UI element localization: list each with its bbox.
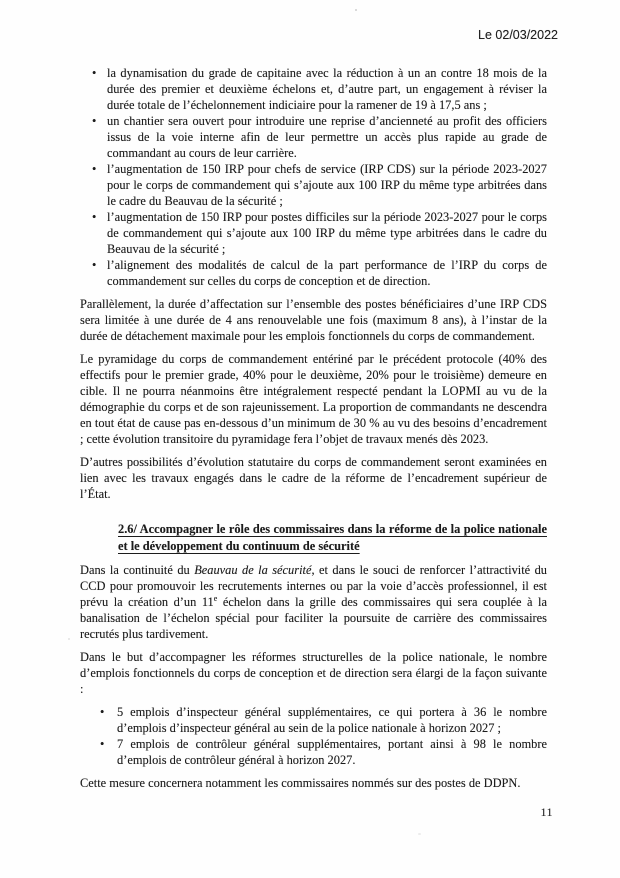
- paragraph-continuite-text: échelon dans la grille des commissaires qui sera couplée à la banalisation de l’échelon spécial pour faciliter la poursuite de carrière des commissaires recrutés plus tardivement.: [80, 595, 547, 641]
- paragraph-pyramidage: Le pyramidage du corps de commandement entériné par le précédent protocole (40% des effectifs pour le premier grade, 40% pour le deuxième, 20% pour le troisième) demeure en cible. Il ne pourra néanmoins être intégralement respecté pendant la LOPMI au vu de la démographie du corps et de son rajeunissement. La proportion de commandants ne descendra en tout état de cause pas en-dessous d’un minimum de 30 % au vu des besoins d’encadrement ; cette évolution transitoire du pyramidage fera l’objet de travaux menés dès 2023.: [80, 352, 547, 446]
- bullet-list-emplois: [80, 704, 547, 768]
- paragraph-autres-possibilites: D’autres possibilités d’évolution statutaire du corps de commandement seront examinées en lien avec les travaux engagés dans le cadre de la réforme de l’encadrement supérieur de l’État.: [80, 455, 547, 501]
- bullet-list-top: [80, 65, 547, 289]
- scan-speck: [418, 833, 421, 835]
- bullet-item-irp-postes-difficiles: • l’augmentation de 150 IRP pour postes difficiles sur la période 2023-2027 pour le corps de commandement qui s’ajoute aux 100 IRP du même type arbitrées dans le cadre du Beauvau de la sécurité ;: [80, 209, 547, 257]
- bullet-item-controleur-general: • 7 emplois de contrôleur général supplémentaires, portant ainsi à 98 le nombre d’emplois de contrôleur général à horizon 2027.: [80, 736, 547, 768]
- page-number: 11: [540, 805, 553, 819]
- document-body: [80, 0, 558, 798]
- paragraph-parallelement: Parallèlement, la durée d’affectation sur l’ensemble des postes bénéficiaires d’une IRP CDS sera limitée à une durée de 4 ans renouvelable une fois (maximum 8 ans), à l’instar de la durée de détachement maximale pour les emplois fonctionnels du corps de commandement.: [80, 297, 547, 343]
- document-date: Le 02/03/2022: [478, 28, 558, 42]
- scan-speck: [68, 638, 70, 640]
- paragraph-continuite: [80, 562, 547, 642]
- bullet-item-inspecteur-general: • 5 emplois d’inspecteur général supplémentaires, ce qui portera à 36 le nombre d’emplois d’inspecteur général au sein de la police nationale à horizon 2027 ;: [80, 704, 547, 736]
- bullet-item-chantier: • un chantier sera ouvert pour introduire une reprise d’ancienneté au profit des officiers issus de la voie interne afin de leur permettre un accès plus rapide au grade de commandant au cours de leur carrière.: [80, 113, 547, 161]
- paragraph-continuite-text: , et dans le souci de renforcer l’attractivité du CCD pour promouvoir les recrutements internes ou par la voie d’accès professionnel, il est prévu la création d’un 11: [80, 563, 547, 609]
- bullet-item-irp-cds: • l’augmentation de 150 IRP pour chefs de service (IRP CDS) sur la période 2023-2027 pour le corps de commandement qui s’ajoute aux 100 IRP du même type arbitrées dans le cadre du Beauvau de la sécurité ;: [80, 161, 547, 209]
- section-heading-2-6: 2.6/ Accompagner le rôle des commissaires dans la réforme de la police nationale et le développement du continuum de sécurité: [118, 522, 547, 553]
- paragraph-mesure: Cette mesure concernera notamment les commissaires nommés sur des postes de DDPN.: [80, 776, 521, 790]
- bullet-item-dynamisation: • la dynamisation du grade de capitaine avec la réduction à un an contre 18 mois de la durée des premier et deuxième échelons et, d’autre part, un engagement à réviser la durée totale de l’échelonnement indiciaire pour la ramener de 19 à 17,5 ans ;: [80, 65, 547, 113]
- paragraph-continuite-italic: Beauvau de la sécurité: [194, 563, 312, 577]
- bullet-item-alignement: • l’alignement des modalités de calcul de la part performance de l’IRP du corps de commandement sur celles du corps de conception et de direction.: [80, 257, 547, 289]
- paragraph-but: Dans le but d’accompagner les réformes structurelles de la police nationale, le nombre d’emplois fonctionnels du corps de conception et de direction sera élargi de la façon suivante :: [80, 650, 547, 696]
- paragraph-continuite-text: Dans la continuité du: [80, 563, 195, 577]
- ordinal-superscript: e: [213, 593, 218, 603]
